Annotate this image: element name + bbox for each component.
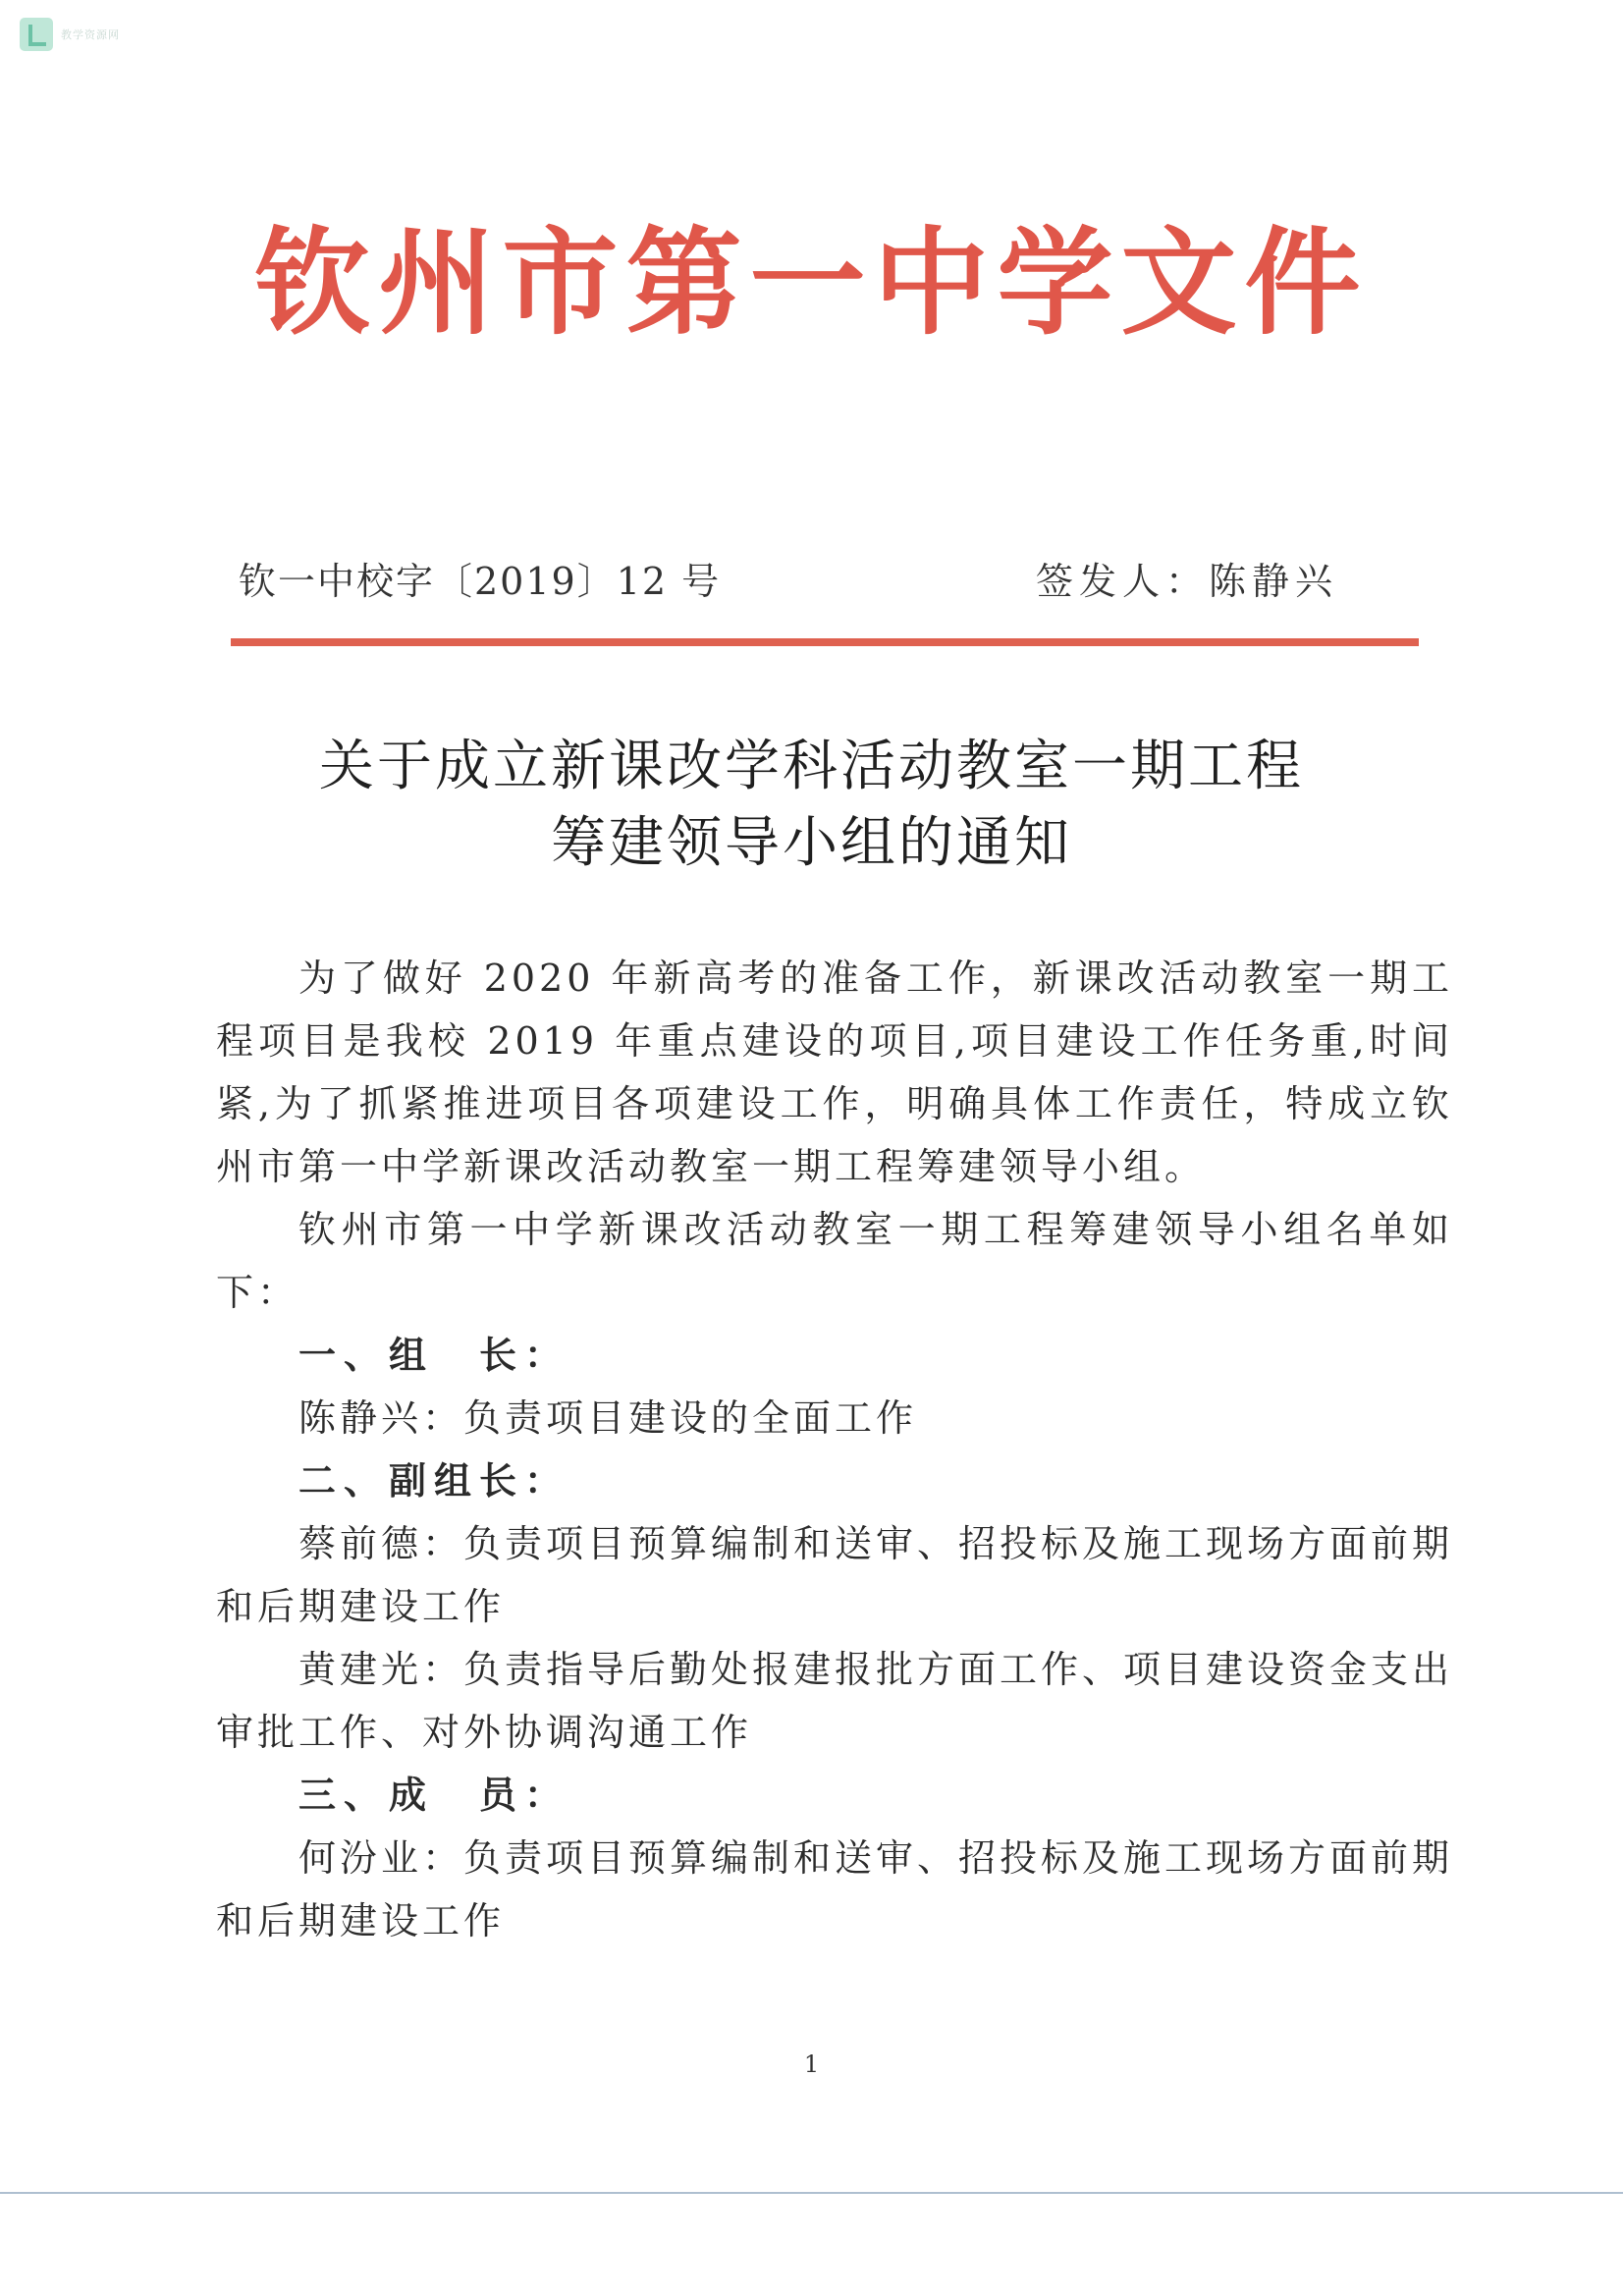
document-signer: 签发人：陈静兴 [1035,560,1338,603]
document-logo-icon [20,18,53,51]
page-bottom-rule [0,2192,1623,2194]
document-number: 钦一中校字〔2019〕12 号 [239,560,722,603]
member-entry: 黄建光：负责指导后勤处报建报批方面工作、项目建设资金支出审批工作、对外协调沟通工作 [216,1648,1454,1754]
notice-title [0,729,1623,882]
section-heading-leader: 一、组 长： [298,1334,570,1377]
logo-text: 教学资源网 [61,28,120,41]
page-number: 1 [803,2050,820,2078]
notice-title-line-2: 筹建领导小组的通知 [551,811,1072,875]
member-entry: 陈静兴：负责项目建设的全面工作 [298,1396,918,1440]
section-heading-deputy: 二、副组长： [298,1459,570,1503]
notice-body [216,947,1453,1952]
section-heading-members: 三、成 员： [298,1774,570,1817]
list-intro-paragraph: 钦州市第一中学新课改活动教室一期工程筹建领导小组名单如下： [216,1208,1453,1314]
intro-paragraph: 为了做好 2020 年新高考的准备工作，新课改活动教室一期工程项目是我校 2019 年重点建设的项目,项目建设工作任务重,时间紧,为了抓紧推进项目各项建设工作，明确具体工作责任，特成立钦州市第一中学新课改活动教室一期工程筹建领导小组。 [216,957,1453,1188]
notice-title-line-1: 关于成立新课改学科活动教室一期工程 [319,735,1304,798]
member-entry: 何汾业：负责项目预算编制和送审、招投标及施工现场方面前期和后期建设工作 [216,1836,1454,1942]
document-header-title: 钦州市第一中学文件 [254,215,1369,351]
logo [20,18,120,51]
member-entry: 蔡前德：负责项目预算编制和送审、招投标及施工现场方面前期和后期建设工作 [216,1522,1454,1628]
red-header-rule [231,638,1419,646]
